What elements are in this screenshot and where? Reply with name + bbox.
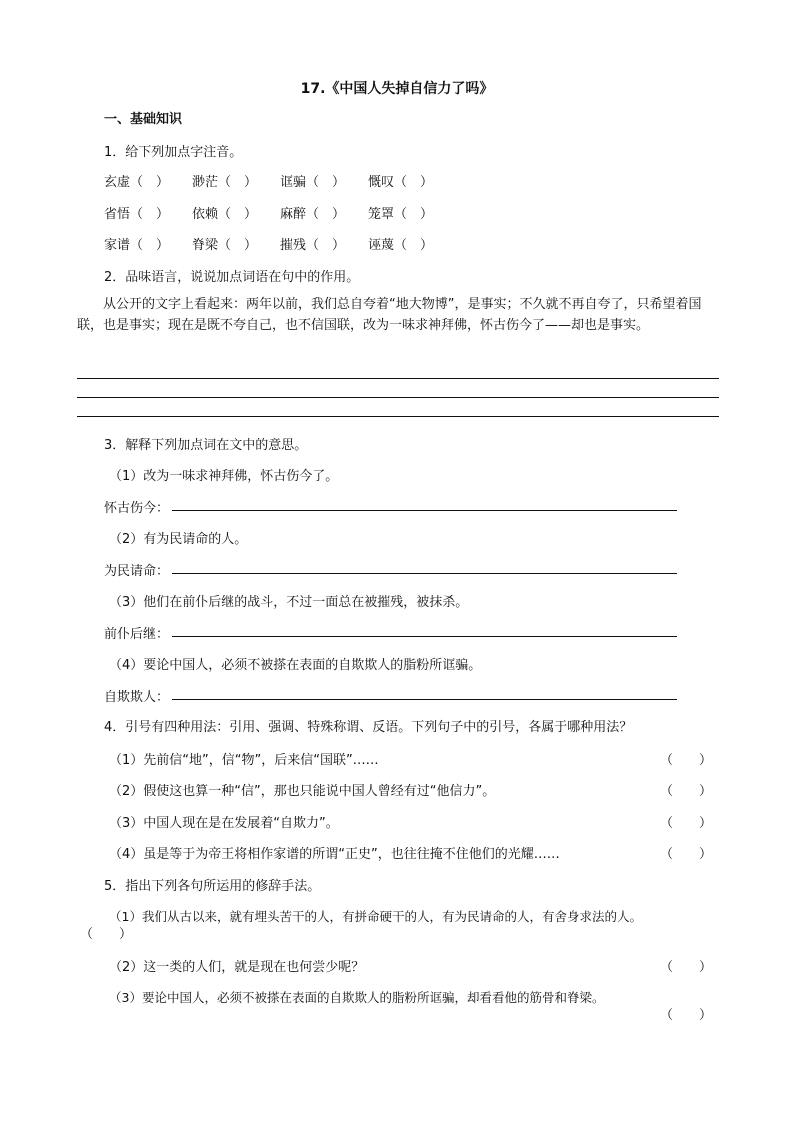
q1-item: 渺茫（ ） [192, 175, 258, 190]
q1-row-2 [104, 203, 456, 222]
question-4-label: 4．引号有四种用法：引用、强调、特殊称谓、反语。下列句子中的引号，各属于哪种用法？ [104, 720, 633, 735]
q5-item: （3）要论中国人，必须不被搽在表面的自欺欺人的脂粉所诓骗，却看看他的筋骨和脊梁。 [109, 990, 605, 1005]
question-5-label: 5．指出下列各句所运用的修辞手法。 [104, 879, 321, 894]
page-title: 17.《中国人失掉自信力了吗》 [300, 81, 494, 97]
q1-item: 脊梁（ ） [192, 238, 258, 253]
q4-item: （3）中国人现在是在发展着“自欺力”。 [109, 816, 339, 831]
q4-item: （1）先前信“地”，信“物”，后来信“国联”…… [109, 753, 379, 768]
q4-item: （2）假使这也算一种“信”，那也只能说中国人曾经有过“他信力”。 [109, 784, 496, 799]
answer-blank[interactable]: （ ） [660, 847, 713, 862]
q1-item: 笼罩（ ） [368, 207, 434, 222]
q3-sentence: （1）改为一味求神拜佛，怀古伤今了。 [109, 469, 339, 484]
q3-term: 前仆后继： [104, 627, 170, 642]
q3-sentence: （3）他们在前仆后继的战斗，不过一面总在被摧残，被抹杀。 [109, 595, 469, 610]
answer-blank[interactable]: （ ） [80, 927, 133, 942]
q3-term: 为民请命： [104, 564, 170, 579]
question-3-label: 3．解释下列加点词在文中的意思。 [104, 438, 308, 453]
q3-term: 自欺欺人： [104, 690, 170, 705]
q3-answer-line[interactable] [172, 699, 677, 700]
question-2-passage: 从公开的文字上看起来：两年以前，我们总自夸着“地大物博”，是事实；不久就不再自夸了，只希望着国联，也是事实；现在是既不夸自己，也不信国联，改为一味求神拜佛，怀古伤今了——却也是事实。 [77, 297, 702, 333]
q3-sentence: （4）要论中国人，必须不被搽在表面的自欺欺人的脂粉所诓骗。 [109, 658, 482, 673]
q1-item: 玄虚（ ） [104, 175, 170, 190]
q1-item: 省悟（ ） [104, 207, 170, 222]
q1-item: 麻醉（ ） [280, 207, 346, 222]
q1-row-1 [104, 171, 456, 190]
q1-item: 诓骗（ ） [280, 175, 346, 190]
q3-term: 怀古伤今： [104, 501, 170, 516]
answer-blank[interactable]: （ ） [660, 753, 713, 768]
q1-item: 诬蔑（ ） [368, 238, 434, 253]
q4-item: （4）虽是等于为帝王将相作家谱的所谓“正史”，也往往掩不住他们的光耀…… [109, 847, 560, 862]
q1-item: 慨叹（ ） [368, 175, 434, 190]
answer-line[interactable] [77, 416, 719, 417]
section-heading: 一、基础知识 [104, 112, 183, 127]
q3-answer-line[interactable] [172, 573, 677, 574]
answer-blank[interactable]: （ ） [660, 960, 713, 975]
q3-answer-line[interactable] [172, 510, 677, 511]
q1-item: 依赖（ ） [192, 207, 258, 222]
q1-item: 摧残（ ） [280, 238, 346, 253]
answer-line[interactable] [77, 378, 719, 379]
answer-line[interactable] [77, 397, 719, 398]
q5-item: （2）这一类的人们，就是现在也何尝少呢？ [109, 960, 365, 975]
q3-sentence: （2）有为民请命的人。 [109, 532, 248, 547]
answer-blank[interactable]: （ ） [660, 784, 713, 799]
q5-item: （1）我们从古以来，就有埋头苦干的人，有拼命硬干的人，有为民请命的人，有舍身求法的人。 [109, 909, 642, 924]
question-2-label: 2．品味语言，说说加点词语在句中的作用。 [104, 270, 360, 285]
q1-item: 家谱（ ） [104, 238, 170, 253]
q3-answer-line[interactable] [172, 636, 677, 637]
question-1-label: 1．给下列加点字注音。 [104, 145, 243, 160]
answer-blank[interactable]: （ ） [660, 1008, 713, 1023]
q1-row-3 [104, 234, 456, 253]
answer-blank[interactable]: （ ） [660, 816, 713, 831]
